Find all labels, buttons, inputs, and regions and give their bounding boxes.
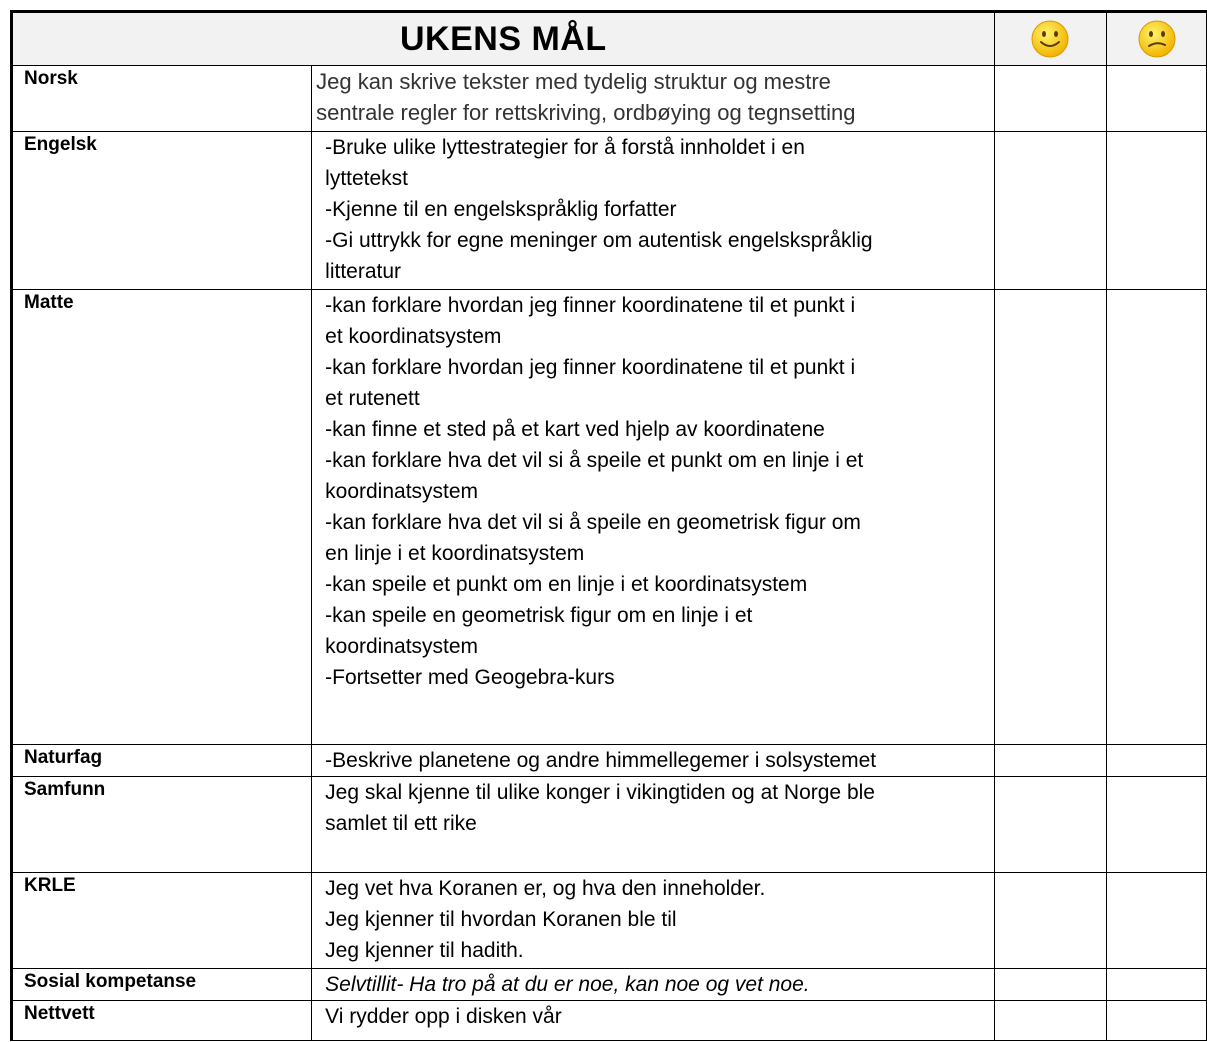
unsure-check-cell[interactable]	[1107, 873, 1207, 969]
goal-line: -kan finne et sted på et kart ved hjelp av koordinatene	[325, 418, 825, 441]
goal-line: -kan forklare hva det vil si å speile en geometrisk figur om	[325, 511, 861, 534]
happy-check-cell[interactable]	[994, 873, 1107, 969]
table-row	[12, 290, 1207, 745]
goal-line: Selvtillit- Ha tro på at du er noe, kan noe og vet noe.	[325, 973, 810, 996]
subject-label: Samfunn	[12, 777, 312, 873]
unsure-check-cell[interactable]	[1107, 290, 1207, 745]
page-title: UKENS MÅL	[12, 12, 995, 66]
goal-line: Jeg kjenner til hadith.	[325, 939, 524, 962]
goal-line: -Fortsetter med Geogebra-kurs	[325, 666, 615, 689]
goal-cell	[312, 777, 994, 873]
goal-cell	[312, 969, 994, 1001]
goal-line: et koordinatsystem	[325, 325, 502, 348]
goal-line: Jeg vet hva Koranen er, og hva den inneholder.	[325, 877, 766, 900]
weekly-goals-table	[10, 10, 1207, 1041]
happy-check-cell[interactable]	[994, 777, 1107, 873]
happy-check-cell[interactable]	[994, 290, 1107, 745]
subject-label: Matte	[12, 290, 312, 745]
unsure-check-cell[interactable]	[1107, 1001, 1207, 1041]
goal-line: -kan forklare hvordan jeg finner koordinatene til et punkt i	[325, 294, 856, 317]
goal-line: -kan speile et punkt om en linje i et koordinatsystem	[325, 573, 808, 596]
unsure-check-cell[interactable]	[1107, 969, 1207, 1001]
goal-line: -Bruke ulike lyttestrategier for å forstå innholdet i en	[325, 136, 805, 159]
header-row	[12, 12, 1207, 66]
happy-check-cell[interactable]	[994, 1001, 1107, 1041]
unsure-check-cell[interactable]	[1107, 745, 1207, 777]
happy-check-cell[interactable]	[994, 745, 1107, 777]
table-row	[12, 777, 1207, 873]
goal-line: Vi rydder opp i disken vår	[325, 1005, 562, 1028]
goal-line: Jeg skal kjenne til ulike konger i vikingtiden og at Norge ble	[325, 781, 875, 804]
happy-check-cell[interactable]	[994, 66, 1107, 132]
table-row	[12, 66, 1207, 132]
goal-cell	[312, 66, 994, 132]
unsure-face-icon	[1137, 19, 1177, 59]
subject-label: Naturfag	[12, 745, 312, 777]
unsure-check-cell[interactable]	[1107, 66, 1207, 132]
goal-line: koordinatsystem	[325, 480, 479, 503]
goal-cell	[312, 132, 994, 290]
goal-line: -kan forklare hvordan jeg finner koordinatene til et punkt i	[325, 356, 856, 379]
happy-check-cell[interactable]	[994, 969, 1107, 1001]
goal-line: litteratur	[325, 260, 402, 283]
happy-check-cell[interactable]	[994, 132, 1107, 290]
goal-line: Jeg kan skrive tekster med tydelig struktur og mestre	[316, 69, 831, 94]
table-row	[12, 873, 1207, 969]
goal-line: sentrale regler for rettskriving, ordbøying og tegnsetting	[316, 100, 856, 125]
goal-line: -Kjenne til en engelskspråklig forfatter	[325, 198, 677, 221]
goal-line: -kan forklare hva det vil si å speile et punkt om en linje i et	[325, 449, 864, 472]
goal-cell	[312, 1001, 994, 1041]
table-row	[12, 969, 1207, 1001]
goal-line: koordinatsystem	[325, 635, 479, 658]
goal-line: lyttetekst	[325, 167, 409, 190]
goal-line: samlet til ett rike	[325, 812, 477, 835]
happy-face-header	[994, 12, 1107, 66]
happy-face-icon	[1030, 19, 1070, 59]
unsure-check-cell[interactable]	[1107, 777, 1207, 873]
goal-line: -Gi uttrykk for egne meninger om autentisk engelskspråklig	[325, 229, 873, 252]
goal-cell	[312, 745, 994, 777]
subject-label: KRLE	[12, 873, 312, 969]
table-row	[12, 132, 1207, 290]
unsure-check-cell[interactable]	[1107, 132, 1207, 290]
subject-label: Sosial kompetanse	[12, 969, 312, 1001]
table-row	[12, 1001, 1207, 1041]
goal-line: en linje i et koordinatsystem	[325, 542, 585, 565]
goal-cell	[312, 873, 994, 969]
goal-line: -kan speile en geometrisk figur om en linje i et	[325, 604, 753, 627]
subject-label: Engelsk	[12, 132, 312, 290]
unsure-face-header	[1107, 12, 1207, 66]
subject-label: Norsk	[12, 66, 312, 132]
goal-line: -Beskrive planetene og andre himmellegemer i solsystemet	[325, 749, 877, 772]
goal-line: Jeg kjenner til hvordan Koranen ble til	[325, 908, 677, 931]
table-row	[12, 745, 1207, 777]
goal-cell	[312, 290, 994, 745]
subject-label: Nettvett	[12, 1001, 312, 1041]
goal-line: et rutenett	[325, 387, 420, 410]
